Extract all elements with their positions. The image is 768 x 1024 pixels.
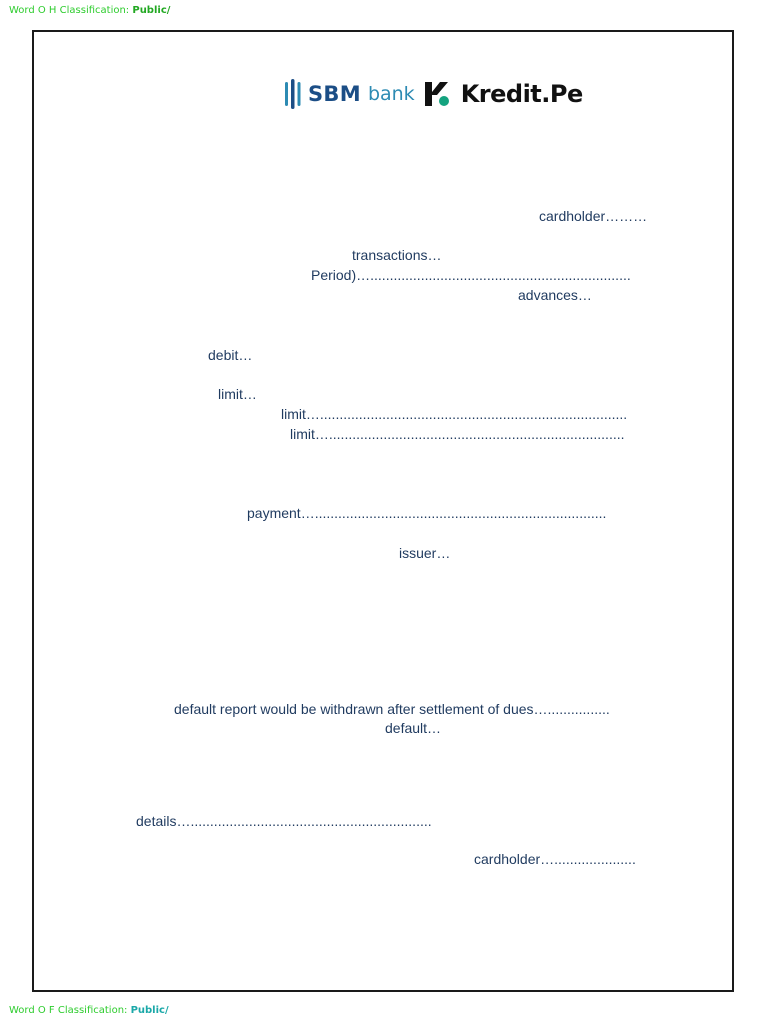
- footer-classification-value: Public/: [130, 1005, 169, 1016]
- kreditpe-logo-text: Kredit.Pe: [460, 80, 583, 108]
- sbm-logo-text: SBM: [308, 82, 361, 106]
- cardholder-top-line: cardholder………: [539, 208, 648, 224]
- limit-line-3: limit…............................................................................: [290, 426, 625, 442]
- limit-line-2: limit…...............................................................................: [281, 406, 628, 422]
- header-classification-value: Public/: [132, 5, 171, 16]
- limit-line-1: limit…: [218, 386, 257, 402]
- issuer-line: issuer…: [399, 545, 451, 561]
- default-report-line: default report would be withdrawn after settlement of dues…................: [174, 701, 610, 717]
- header-classification-label: Word O H Classification:: [9, 5, 133, 16]
- footer-classification-label: Word O F Classification:: [9, 1005, 131, 1016]
- kreditpe-logo-icon: [423, 80, 451, 108]
- footer-classification: [9, 1005, 169, 1016]
- payment-line: payment…...........................................................................: [247, 505, 607, 521]
- advances-line: advances…: [518, 287, 592, 303]
- period-line: Period)…...................................................................: [311, 267, 631, 283]
- logo-row: [284, 78, 583, 110]
- default-line: default…: [385, 720, 442, 736]
- debit-line: debit…: [208, 347, 253, 363]
- transactions-line: transactions…: [352, 247, 442, 263]
- header-classification: [9, 5, 170, 16]
- details-line: details…..............................................................: [136, 813, 432, 829]
- cardholder-bottom-line: cardholder….....................: [474, 851, 636, 867]
- bank-logo-text: bank: [367, 83, 415, 105]
- sbm-logo-icon: [284, 79, 302, 109]
